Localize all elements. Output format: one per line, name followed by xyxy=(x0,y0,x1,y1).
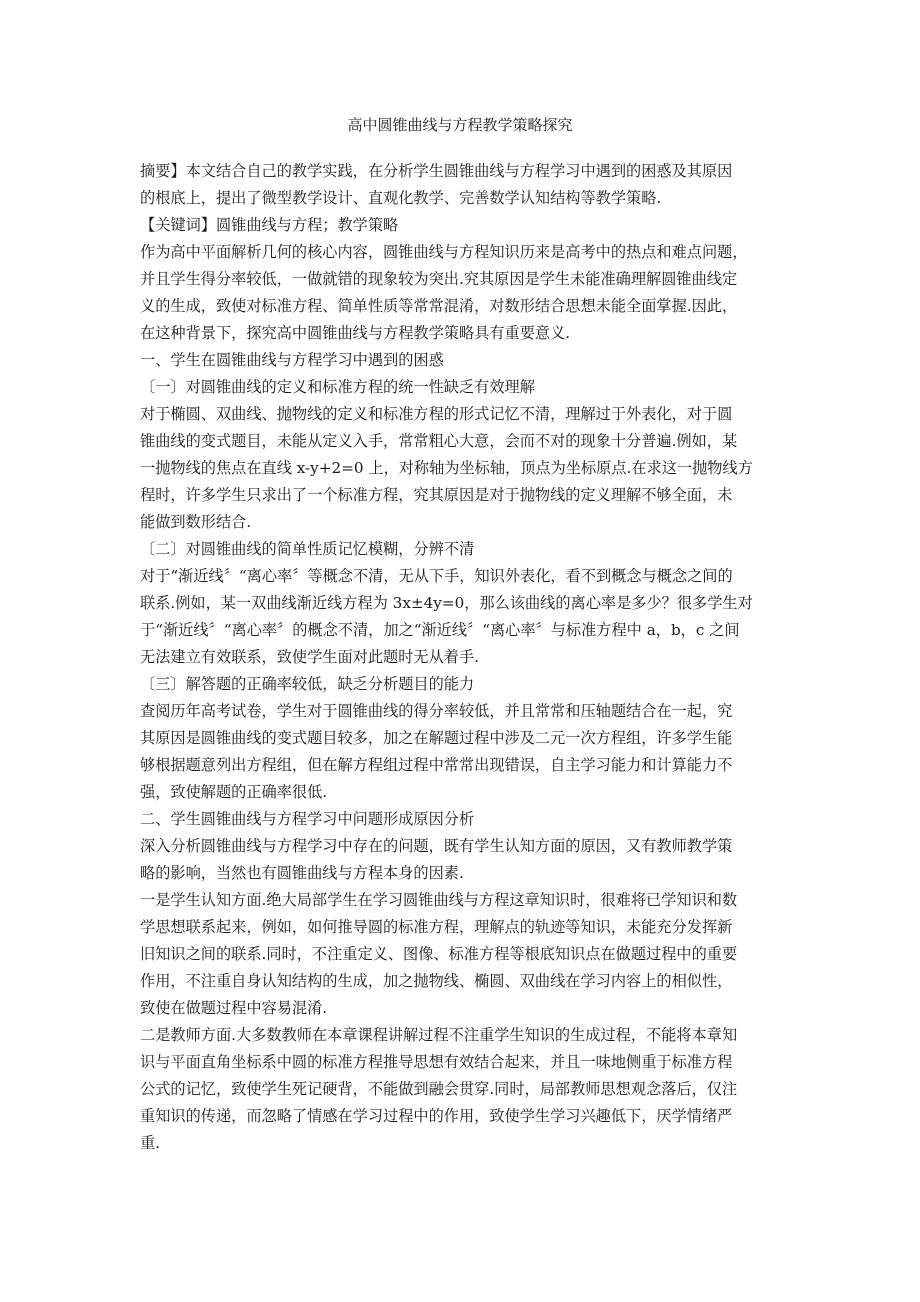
text-line: 重知识的传递，而忽略了情感在学习过程中的作用，致使学生学习兴趣低下，厌学情绪严 xyxy=(140,1107,733,1125)
document-body xyxy=(140,158,820,1157)
text-line: 学思想联系起来，例如，如何推导圆的标准方程，理解点的轨迹等知识，未能充分发挥新 xyxy=(140,918,733,936)
text-line: 〔一〕对圆锥曲线的定义和标准方程的统一性缺乏有效理解 xyxy=(140,378,535,396)
text-line: 锥曲线的变式题目，未能从定义入手，常常粗心大意，会而不对的现象十分普遍.例如，某 xyxy=(140,432,738,450)
text-line: 二是教师方面.大多数教师在本章课程讲解过程不注重学生知识的生成过程，不能将本章知 xyxy=(140,1026,738,1044)
text-line: 对于“渐近线〞“离心率〞等概念不清，无从下手，知识外表化，看不到概念与概念之间的 xyxy=(140,567,733,585)
text-line: 作用，不注重自身认知结构的生成，加之抛物线、椭圆、双曲线在学习内容上的相似性， xyxy=(140,972,733,990)
text-line: 在这种背景下，探究高中圆锥曲线与方程教学策略具有重要意义. xyxy=(140,324,571,342)
text-line: 对于椭圆、双曲线、抛物线的定义和标准方程的形式记忆不清，理解过于外表化，对于圆 xyxy=(140,405,733,423)
text-line: 【关键词】圆锥曲线与方程；教学策略 xyxy=(140,216,399,234)
text-line: 义的生成，致使对标准方程、简单性质等常常混淆，对数形结合思想未能全面掌握.因此， xyxy=(140,297,738,315)
text-line: 作为高中平面解析几何的核心内容，圆锥曲线与方程知识历来是高考中的热点和难点问题， xyxy=(140,243,748,261)
text-line: 其原因是圆锥曲线的变式题目较多，加之在解题过程中涉及二元一次方程组，许多学生能 xyxy=(140,729,733,747)
text-line: 略的影响，当然也有圆锥曲线与方程本身的因素. xyxy=(140,864,464,882)
text-line: 联系.例如，某一双曲线渐近线方程为 3x±4y=0，那么该曲线的离心率是多少？很多学生对 xyxy=(140,594,753,612)
text-line: 识与平面直角坐标系中圆的标准方程推导思想有效结合起来，并且一味地侧重于标准方程 xyxy=(140,1053,733,1071)
text-line: 一、学生在圆锥曲线与方程学习中遇到的困惑 xyxy=(140,351,444,369)
text-line: 的根底上，提出了微型教学设计、直观化教学、完善数学认知结构等教学策略. xyxy=(140,189,662,207)
document-title: 高中圆锥曲线与方程教学策略探究 xyxy=(347,116,573,134)
text-line: 一抛物线的焦点在直线 x-y+2=0 上，对称轴为坐标轴，顶点为坐标原点.在求这一抛物线方 xyxy=(140,459,753,477)
text-line: 无法建立有效联系，致使学生面对此题时无从着手. xyxy=(140,648,479,666)
text-line: 一是学生认知方面.绝大局部学生在学习圆锥曲线与方程这章知识时，很难将已学知识和数 xyxy=(140,891,738,909)
text-line: 公式的记忆，致使学生死记硬背，不能做到融会贯穿.同时，局部教师思想观念落后，仅注 xyxy=(140,1080,738,1098)
text-line: 查阅历年高考试卷，学生对于圆锥曲线的得分率较低，并且常常和压轴题结合在一起，究 xyxy=(140,702,733,720)
text-line: 旧知识之间的联系.同时，不注重定义、图像、标准方程等根底知识点在做题过程中的重要 xyxy=(140,945,738,963)
text-line: 摘要】本文结合自己的教学实践，在分析学生圆锥曲线与方程学习中遇到的困惑及其原因 xyxy=(140,162,733,180)
text-line: 〔三〕解答题的正确率较低，缺乏分析题目的能力 xyxy=(140,675,475,693)
text-line: 于“渐近线〞“离心率〞的概念不清，加之“渐近线〞“离心率〞与标准方程中 a，b，c 之间 xyxy=(140,621,740,639)
text-line: 程时，许多学生只求出了一个标准方程，究其原因是对于抛物线的定义理解不够全面，未 xyxy=(140,486,733,504)
text-line: 二、学生圆锥曲线与方程学习中问题形成原因分析 xyxy=(140,810,475,828)
text-line: 重. xyxy=(140,1134,161,1152)
text-line: 深入分析圆锥曲线与方程学习中存在的问题，既有学生认知方面的原因，又有教师教学策 xyxy=(140,837,733,855)
text-line: 〔二〕对圆锥曲线的简单性质记忆模糊，分辨不清 xyxy=(140,540,475,558)
text-line: 够根据题意列出方程组，但在解方程组过程中常常出现错误，自主学习能力和计算能力不 xyxy=(140,756,733,774)
text-line: 能做到数形结合. xyxy=(140,513,252,531)
text-line: 致使在做题过程中容易混淆. xyxy=(140,999,328,1017)
text-line: 强，致使解题的正确率很低. xyxy=(140,783,328,801)
text-line: 并且学生得分率较低，一做就错的现象较为突出.究其原因是学生未能准确理解圆锥曲线定 xyxy=(140,270,738,288)
